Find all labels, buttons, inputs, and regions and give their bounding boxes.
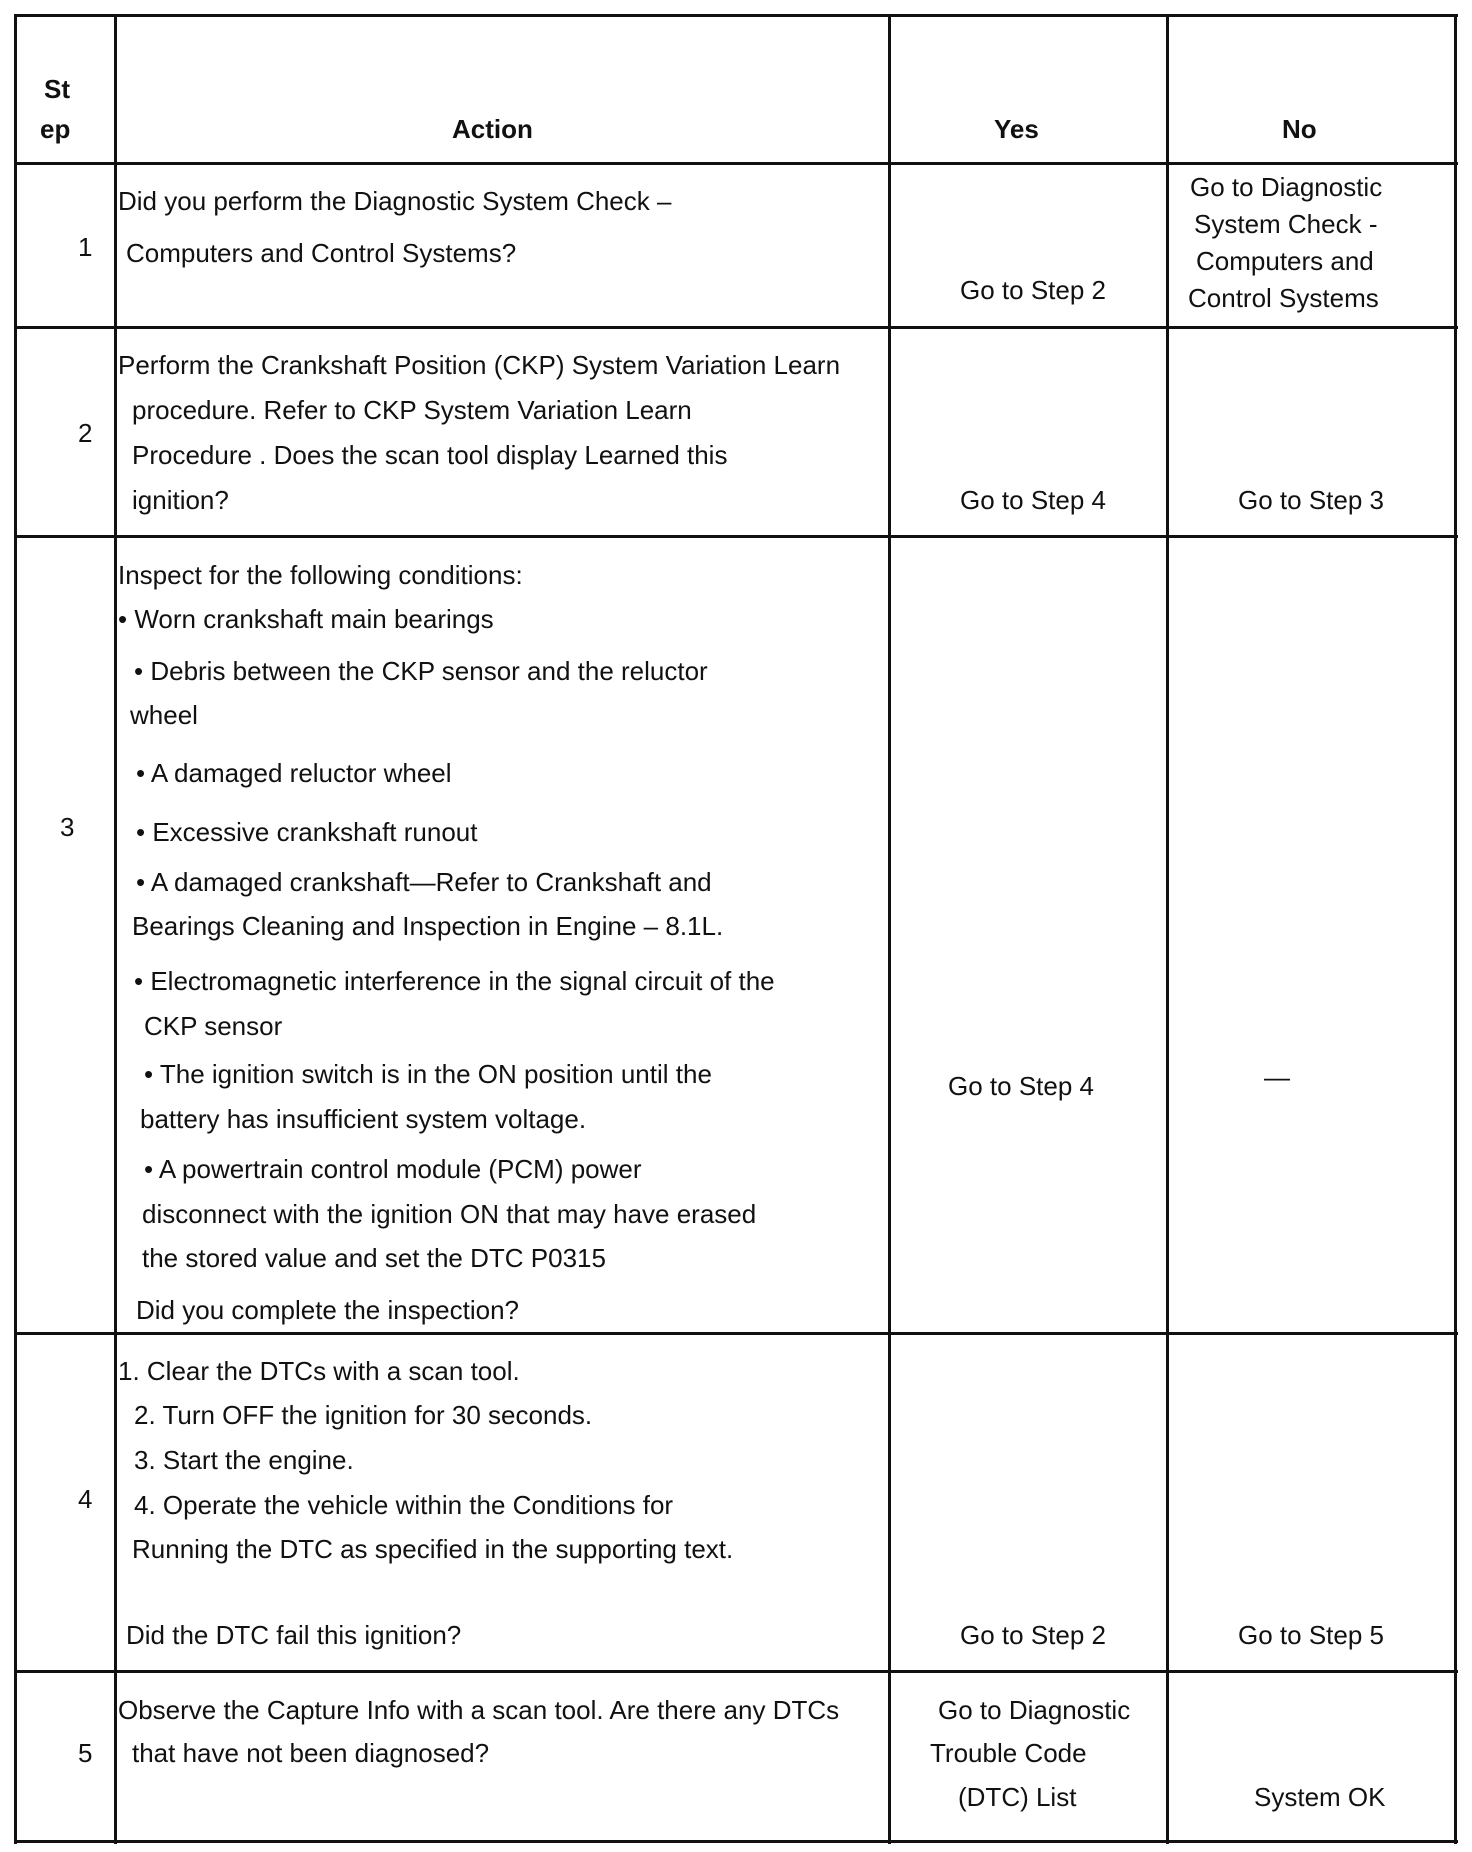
bullet-item: • A powertrain control module (PCM) power — [144, 1154, 642, 1184]
no-link: System OK — [1254, 1782, 1386, 1812]
action-text: Did you complete the inspection? — [136, 1295, 520, 1325]
yes-link: Go to Step 2 — [960, 275, 1106, 305]
row-divider — [14, 1670, 1458, 1673]
action-text: Computers and Control Systems? — [126, 238, 517, 268]
table-border-top — [14, 14, 1458, 17]
action-text: Inspect for the following conditions: — [118, 560, 523, 590]
list-item: 3. Start the engine. — [134, 1445, 354, 1475]
list-item: 4. Operate the vehicle within the Conditions for — [134, 1490, 674, 1520]
no-link: Go to Step 3 — [1238, 485, 1384, 515]
bullet-item: disconnect with the ignition ON that may have erased — [142, 1199, 757, 1229]
bullet-item: • The ignition switch is in the ON position until the — [144, 1059, 712, 1089]
yes-link: Trouble Code — [930, 1738, 1087, 1768]
action-text: that have not been diagnosed? — [132, 1738, 490, 1768]
action-text: Perform the Crankshaft Position (CKP) System Variation Learn — [118, 350, 841, 380]
bullet-item: • A damaged crankshaft—Refer to Crankshaft and — [136, 867, 712, 897]
no-link: Control Systems — [1188, 283, 1379, 313]
bullet-item: wheel — [130, 700, 198, 730]
list-item: 2. Turn OFF the ignition for 30 seconds. — [134, 1400, 593, 1430]
header-no: No — [1282, 114, 1317, 144]
bullet-item: • A damaged reluctor wheel — [136, 758, 452, 788]
header-yes: Yes — [994, 114, 1039, 144]
yes-link: Go to Diagnostic — [938, 1695, 1131, 1725]
bullet-item: Bearings Cleaning and Inspection in Engine – 8.1L. — [132, 911, 724, 941]
table-border-right — [1454, 14, 1457, 1844]
yes-link: (DTC) List — [958, 1782, 1077, 1812]
yes-link: Go to Step 4 — [948, 1071, 1094, 1101]
no-link: System Check - — [1194, 209, 1378, 239]
list-item: Running the DTC as specified in the supporting text. — [132, 1534, 734, 1564]
row-divider — [14, 1332, 1458, 1335]
step-number: 4 — [78, 1484, 93, 1514]
no-link: Go to Step 5 — [1238, 1620, 1384, 1650]
column-divider — [1166, 14, 1169, 1844]
step-number: 1 — [78, 232, 93, 262]
row-divider — [14, 326, 1458, 329]
step-number: 2 — [78, 418, 93, 448]
table-border-bottom — [14, 1840, 1458, 1843]
bullet-item: the stored value and set the DTC P0315 — [142, 1243, 606, 1273]
yes-link: Go to Step 2 — [960, 1620, 1106, 1650]
action-text: Procedure . Does the scan tool display Learned this — [132, 440, 728, 470]
no-link: Go to Diagnostic — [1190, 172, 1383, 202]
table-border-left — [14, 14, 17, 1844]
action-text: Did you perform the Diagnostic System Check – — [118, 186, 672, 216]
column-divider — [114, 14, 117, 1844]
action-text: procedure. Refer to CKP System Variation Learn — [132, 395, 692, 425]
list-item: 1. Clear the DTCs with a scan tool. — [118, 1356, 520, 1386]
no-dash: — — [1264, 1062, 1290, 1092]
action-text: Did the DTC fail this ignition? — [126, 1620, 462, 1650]
header-action: Action — [452, 114, 533, 144]
action-text: Observe the Capture Info with a scan tool. Are there any DTCs — [118, 1695, 840, 1725]
bullet-item: • Excessive crankshaft runout — [136, 817, 478, 847]
header-divider — [14, 162, 1458, 165]
bullet-item: • Worn crankshaft main bearings — [118, 604, 494, 634]
yes-link: Go to Step 4 — [960, 485, 1106, 515]
step-number: 3 — [60, 812, 75, 842]
row-divider — [14, 535, 1458, 538]
bullet-item: • Debris between the CKP sensor and the reluctor — [134, 656, 708, 686]
bullet-item: • Electromagnetic interference in the signal circuit of the — [134, 966, 775, 996]
bullet-item: CKP sensor — [144, 1011, 283, 1041]
action-text: ignition? — [132, 485, 229, 515]
header-step-line1: St — [44, 74, 70, 104]
header-step-line2: ep — [40, 114, 71, 144]
step-number: 5 — [78, 1738, 93, 1768]
bullet-item: battery has insufficient system voltage. — [140, 1104, 587, 1134]
no-link: Computers and — [1196, 246, 1374, 276]
column-divider — [888, 14, 891, 1844]
